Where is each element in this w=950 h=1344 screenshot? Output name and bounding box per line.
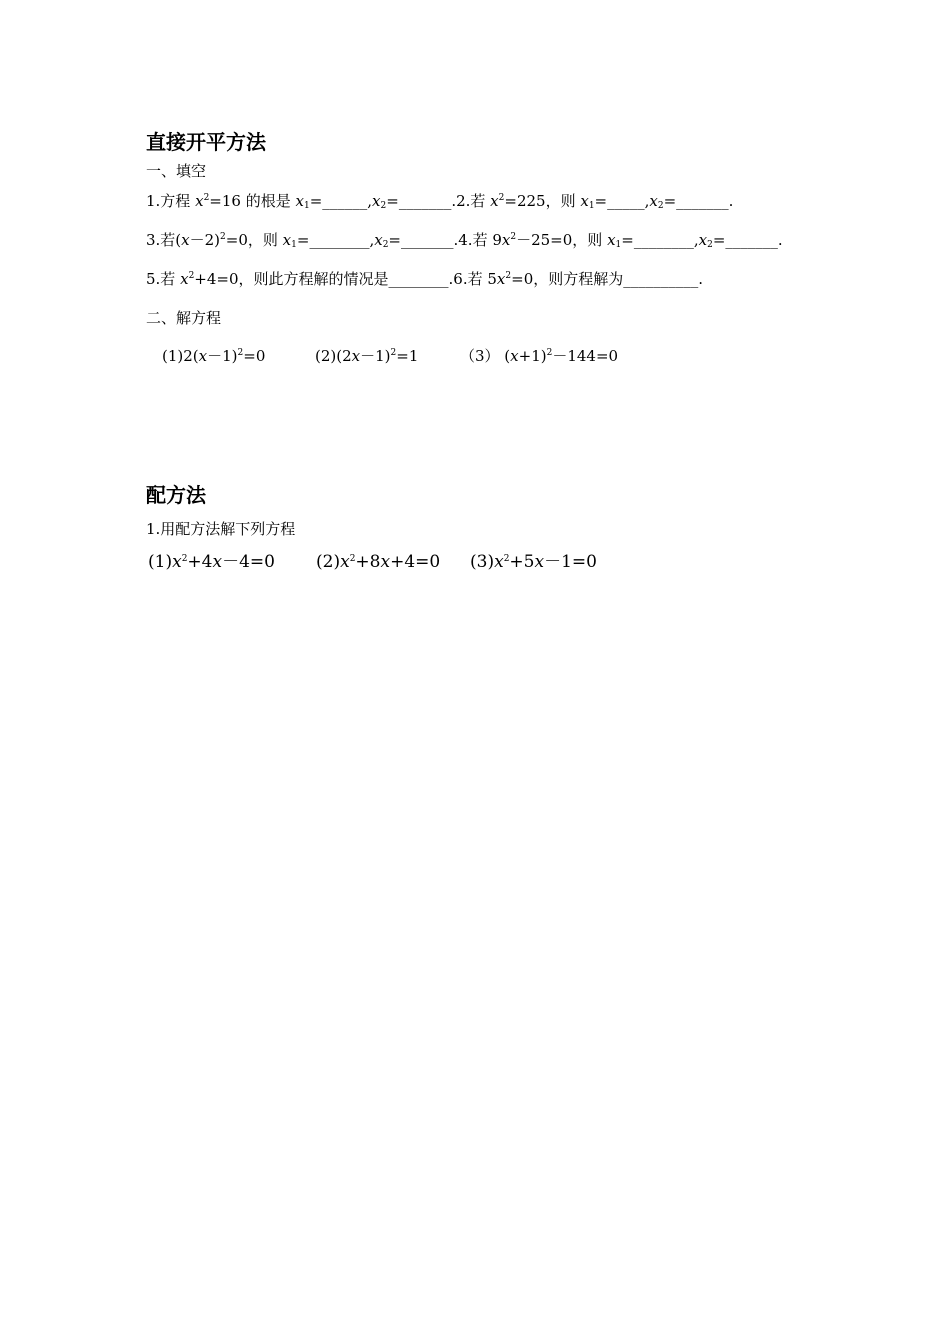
completing-square-problem-3: $(3)x^2+5x-1=0$ — [470, 552, 597, 572]
fill-line-1: 1.方程 $x^2=16$ 的根是 $x_1=\_\_\_\_\_\_,x_2=\_\_\_\_\_\_\_.2$.若 $x^2=225$，则 $x_1=\_\_\_\_\_,x_2=\_\_\_\_\_\_\_$. — [146, 192, 734, 211]
completing-square-problem-1: $(1)x^2+4x-4=0$ — [148, 552, 275, 572]
equation-problem-2: $(2)(2x-1)^2=1$ — [315, 347, 419, 365]
fill-line-3: 5.若 $x^2+4=0$，则此方程解的情况是________.6.若 $5x^2=0$，则方程解为__________. — [146, 270, 704, 288]
completing-square-problem-2: $(2)x^2+8x+4=0$ — [316, 552, 441, 572]
section-title: 配方法 — [146, 483, 206, 507]
equation-problem-3: （3） $(x+1)^2-144=0$ — [460, 347, 619, 365]
equation-problem-1: $(1)2(x-1)^2=0$ — [162, 347, 266, 365]
part-heading: 二、解方程 — [146, 309, 222, 327]
section-title: 直接开平方法 — [146, 130, 266, 154]
part-heading: 一、填空 — [146, 162, 207, 180]
fill-line-2: 3.若$(x-2)^2=0$，则 $x_1=\_\_\_\_\_\_\_\_,x_2=\_\_\_\_\_\_\_.4$.若 $9x^2-25=0$，则 $x_1=\_\_\_\_\_\_\_\_,x_2=\_\_\_\_\_\_\_$. — [146, 231, 783, 250]
instruction: 1.用配方法解下列方程 — [146, 520, 296, 538]
